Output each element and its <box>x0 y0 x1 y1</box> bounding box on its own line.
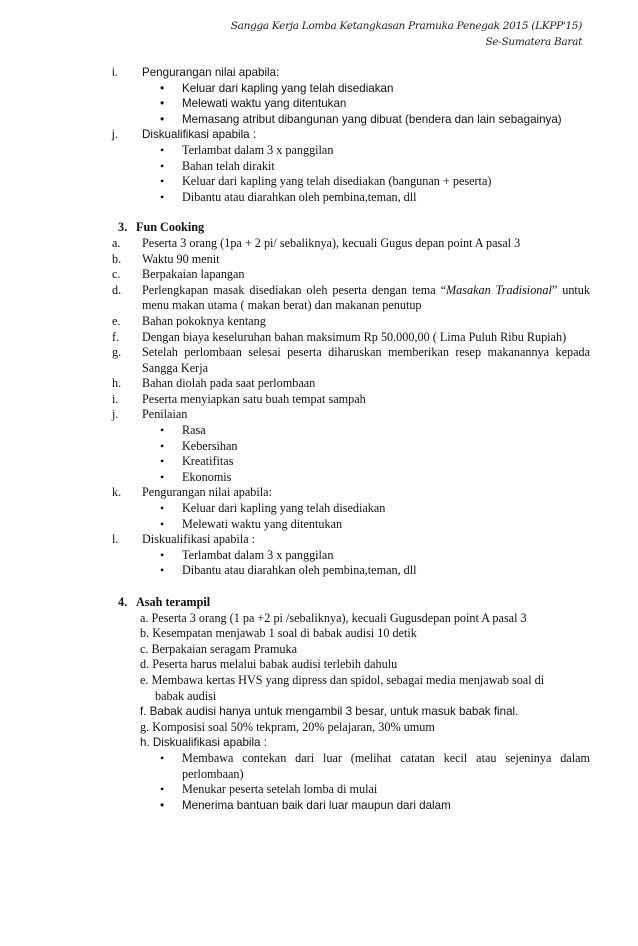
bullet-item <box>112 439 590 455</box>
list-item-text: e. Membawa kertas HVS yang dipress dan spidol, sebagai media menjawab soal di <box>140 672 545 687</box>
bullet-item <box>112 143 590 159</box>
bullet-icon: • <box>160 797 165 812</box>
list-marker: i. <box>112 391 119 406</box>
list-item-text: Penilaian <box>142 407 188 422</box>
bullet-item <box>112 112 590 128</box>
section-number: 3. <box>118 220 128 235</box>
bullet-icon: • <box>160 469 165 484</box>
bullet-text: Rasa <box>182 423 206 438</box>
list-item: d. Peserta harus melalui babak audisi terlebih dahulu <box>140 657 398 672</box>
bullet-text: Melewati waktu yang ditentukan <box>182 516 343 531</box>
list-item: h. Diskualifikasi apabila : <box>140 736 267 750</box>
list-marker: f. <box>112 329 120 344</box>
list-item <box>112 407 590 423</box>
list-item-text: Peserta 3 orang (1pa + 2 pi/ sebaliknya), kecuali Gugus depan point A pasal 3 <box>142 235 521 250</box>
bullet-text: Dibantu atau diarahkan oleh pembina,teman, dll <box>182 563 417 578</box>
list-item-text: Bahan diolah pada saat perlombaan <box>142 376 316 391</box>
bullet-icon: • <box>160 750 165 765</box>
bullet-text: Terlambat dalam 3 x panggilan <box>182 142 334 157</box>
bullet-icon: • <box>160 563 165 578</box>
list-marker: j. <box>112 407 119 422</box>
list-item-text: Pengurangan nilai apabila: <box>142 485 272 500</box>
list-item <box>112 236 590 252</box>
list-item: a. Peserta 3 orang (1 pa +2 pi /sebaliknya), kecuali Gugusdepan point A pasal 3 <box>140 610 527 625</box>
bullet-text: Keluar dari kapling yang telah disediakan <box>182 81 394 95</box>
list-item <box>112 267 590 283</box>
bullet-text: Terlambat dalam 3 x panggilan <box>182 547 334 562</box>
bullet-text: Kebersihan <box>182 438 238 453</box>
bullet-icon: • <box>160 80 165 95</box>
bullet-text: Dibantu atau diarahkan oleh pembina,teman, dll <box>182 189 417 204</box>
page-header <box>231 18 582 50</box>
document-body <box>112 65 590 813</box>
bullet-text: Bahan telah dirakit <box>182 158 275 173</box>
section-heading-asah-terampil <box>112 595 590 611</box>
section-number: 4. <box>118 595 128 609</box>
bullet-icon: • <box>160 782 165 797</box>
list-item <box>112 392 590 408</box>
bullet-icon: • <box>160 142 165 157</box>
list-item <box>112 283 590 314</box>
list-item: b. Kesempatan menjawab 1 soal di babak audisi 10 detik <box>140 626 417 641</box>
section-title: Fun Cooking <box>136 220 205 235</box>
list-item-text: Pengurangan nilai apabila: <box>142 66 280 79</box>
list-item-text: Dengan biaya keseluruhan bahan maksimum Rp 50.000,00 ( Lima Puluh Ribu Rupiah) <box>142 329 567 344</box>
list-item-text: Diskualifikasi apabila : <box>142 532 256 547</box>
bullet-icon: • <box>160 96 165 111</box>
header-title: Sangga Kerja Lomba Ketangkasan Pramuka Penegak 2015 (LKPP'15) <box>230 20 582 32</box>
bullet-icon: • <box>160 111 165 126</box>
bullet-icon: • <box>160 158 165 173</box>
list-item-text: Bahan pokoknya kentang <box>142 313 266 328</box>
list-marker: k. <box>112 485 122 500</box>
section-title: Asah terampil <box>136 595 211 609</box>
bullet-text: Ekonomis <box>182 469 232 484</box>
bullet-item <box>112 174 590 190</box>
list-marker: c. <box>112 267 121 282</box>
bullet-text: Membawa contekan dari luar (melihat catatan kecil atau sejeninya dalam perlombaan) <box>182 750 590 781</box>
list-item-text: Diskualifikasi apabila : <box>142 128 257 142</box>
list-item <box>112 330 590 346</box>
bullet-item <box>112 751 590 782</box>
list-marker: e. <box>112 313 121 328</box>
list-item <box>112 376 590 392</box>
text-run: ” untuk menu makan utama ( makan berat) dan makanan penutup <box>142 282 590 313</box>
list-marker: g. <box>112 345 122 360</box>
bullet-item <box>112 81 590 97</box>
text-run: Perlengkapan masak disediakan oleh peserta dengan tema “ <box>142 282 447 297</box>
list-marker: d. <box>112 282 122 297</box>
list-marker: i. <box>112 66 118 79</box>
list-item: g. Komposisi soal 50% tekpram, 20% pelajaran, 30% umum <box>140 719 435 734</box>
bullet-item <box>112 548 590 564</box>
list-item <box>112 252 590 268</box>
bullet-icon: • <box>160 501 165 516</box>
bullet-item <box>112 782 590 798</box>
list-item-text: Peserta menyiapkan satu buah tempat sampah <box>142 391 366 406</box>
list-item-j <box>112 127 590 143</box>
list-item-text: Setelah perlombaan selesai peserta diharuskan memberikan resep makanannya kepada Sangga Kerja <box>142 345 590 375</box>
bullet-icon: • <box>160 423 165 438</box>
list-marker: a. <box>112 235 121 250</box>
list-item <box>112 314 590 330</box>
list-item <box>112 345 590 376</box>
bullet-text: Keluar dari kapling yang telah disediakan <box>182 501 386 516</box>
bullet-item <box>112 517 590 533</box>
header-subtitle: Se-Sumatera Barat <box>485 36 582 48</box>
list-item-text: Berpakaian lapangan <box>142 267 245 282</box>
bullet-text: Memasang atribut dibangunan yang dibuat (bendera dan lain sebagainya) <box>182 112 562 126</box>
list-item <box>112 673 590 704</box>
bullet-text: Menerima bantuan baik dari luar maupun dari dalam <box>182 798 451 812</box>
list-item <box>112 532 590 548</box>
list-item-text-continued: babak audisi <box>155 688 217 703</box>
list-marker: b. <box>112 251 122 266</box>
bullet-item <box>112 190 590 206</box>
list-item-i <box>112 65 590 81</box>
bullet-icon: • <box>160 174 165 189</box>
bullet-text: Melewati waktu yang ditentukan <box>182 97 347 111</box>
bullet-icon: • <box>160 454 165 469</box>
bullet-item <box>112 563 590 579</box>
list-item: f. Babak audisi hanya untuk mengambil 3 besar, untuk masuk babak final. <box>140 705 519 719</box>
bullet-item <box>112 470 590 486</box>
bullet-icon: • <box>160 547 165 562</box>
section-heading-fun-cooking <box>112 220 590 236</box>
list-marker: l. <box>112 532 119 547</box>
bullet-item <box>112 501 590 517</box>
bullet-icon: • <box>160 438 165 453</box>
text-run-italic: Masakan Tradisional <box>446 282 552 297</box>
bullet-item <box>112 159 590 175</box>
bullet-icon: • <box>160 189 165 204</box>
list-item <box>112 485 590 501</box>
bullet-item <box>112 798 590 814</box>
bullet-icon: • <box>160 516 165 531</box>
bullet-text: Kreatifitas <box>182 454 234 469</box>
list-item-text <box>142 283 590 313</box>
list-item: c. Berpakaian seragam Pramuka <box>140 641 298 656</box>
list-marker: h. <box>112 376 122 391</box>
bullet-text: Menukar peserta setelah lomba di mulai <box>182 782 378 797</box>
bullet-text: Keluar dari kapling yang telah disediakan (bangunan + peserta) <box>182 174 492 189</box>
bullet-item <box>112 423 590 439</box>
bullet-item <box>112 96 590 112</box>
bullet-item <box>112 454 590 470</box>
list-marker: j. <box>112 128 118 142</box>
list-item-text: Waktu 90 menit <box>142 251 220 266</box>
